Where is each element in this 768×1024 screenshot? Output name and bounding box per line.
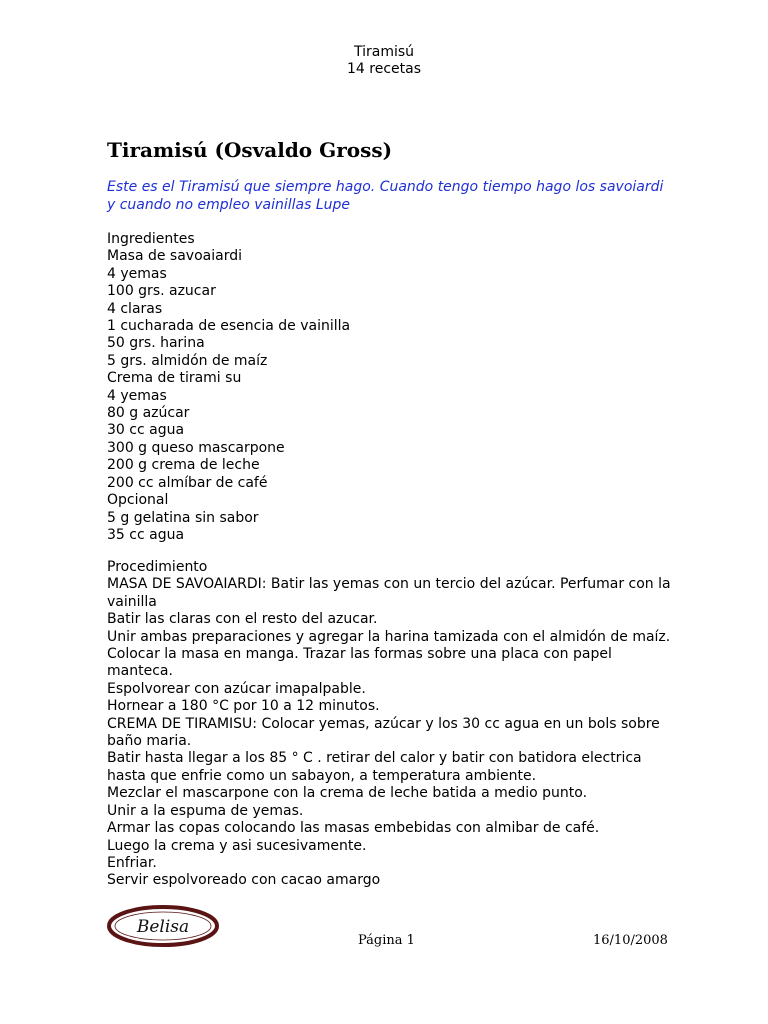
ingredient-item: 200 cc almíbar de café [107,474,268,491]
belisa-logo [106,903,220,949]
procedure-step: Armar las copas colocando las masas embebidas con almibar de café. [107,820,600,837]
procedure-step: Batir hasta llegar a los 85 ° C . retirar del calor y batir con batidora electrica hasta que enfrie como un sabayon, a temperatura ambiente. [107,750,642,784]
procedure-list [107,559,672,890]
procedure-step: Hornear a 180 °C por 10 a 12 minutos. [107,698,380,715]
intro-text: Este es el Tiramisú que siempre hago. Cuando tengo tiempo hago los savoiardi y cuando no empleo vainillas Lupe [107,179,664,213]
recipe-title: Tiramisú (Osvaldo Gross) [107,138,393,162]
ingredient-item: 4 yemas [107,265,167,282]
procedure-step: Servir espolvoreado con cacao amargo [107,872,381,889]
ingredient-item: 4 claras [107,300,163,317]
procedure-step: Unir ambas preparaciones y agregar la harina tamizada con el almidón de maíz. [107,628,671,645]
procedure-step: CREMA DE TIRAMISU: Colocar yemas, azúcar y los 30 cc agua en un bols sobre baño maria. [107,715,660,750]
ingredient-item: Masa de savoaiardi [107,248,242,265]
ingredient-item: 5 grs. almidón de maíz [107,352,268,369]
procedure-step: Mezclar el mascarpone con la crema de leche batida a medio punto. [107,785,588,802]
procedure-step: Colocar la masa en manga. Trazar las formas sobre una placa con papel manteca. [107,646,612,680]
ingredient-item: 300 g queso mascarpone [107,439,285,456]
procedure-step: Enfriar. [107,854,157,871]
document-subtitle: 14 recetas [347,61,421,77]
ingredient-item: 35 cc agua [107,526,185,543]
ingredient-item: 30 cc agua [107,422,185,439]
ingredient-item: 4 yemas [107,387,167,404]
ingredients-heading: Ingredientes [107,231,195,247]
ingredient-item: 50 grs. harina [107,335,205,352]
page-number: Página 1 [358,933,415,948]
ingredient-item: 100 grs. azucar [107,283,216,300]
ingredient-item: 200 g crema de leche [107,457,260,474]
logo-text: Belisa [136,917,190,937]
procedure-step: Batir las claras con el resto del azucar. [107,611,378,628]
procedure-step: Unir a la espuma de yemas. [107,802,304,819]
ingredient-item: Crema de tirami su [107,370,242,387]
ingredient-item: Opcional [107,492,169,509]
procedure-heading: Procedimiento [107,559,208,575]
ingredient-item: 5 g gelatina sin sabor [107,509,259,526]
procedure-step: MASA DE SAVOAIARDI: Batir las yemas con un tercio del azúcar. Perfumar con la vainilla [107,576,671,610]
document-header [0,44,768,78]
ingredient-item: 80 g azúcar [107,405,190,422]
document-date: 16/10/2008 [593,933,668,948]
ingredients-list [107,231,672,544]
procedure-step: Espolvorear con azúcar imapalpable. [107,680,366,697]
ingredient-item: 1 cucharada de esencia de vainilla [107,318,351,335]
procedure-step: Luego la crema y asi sucesivamente. [107,837,367,854]
document-title: Tiramisú [353,44,415,60]
